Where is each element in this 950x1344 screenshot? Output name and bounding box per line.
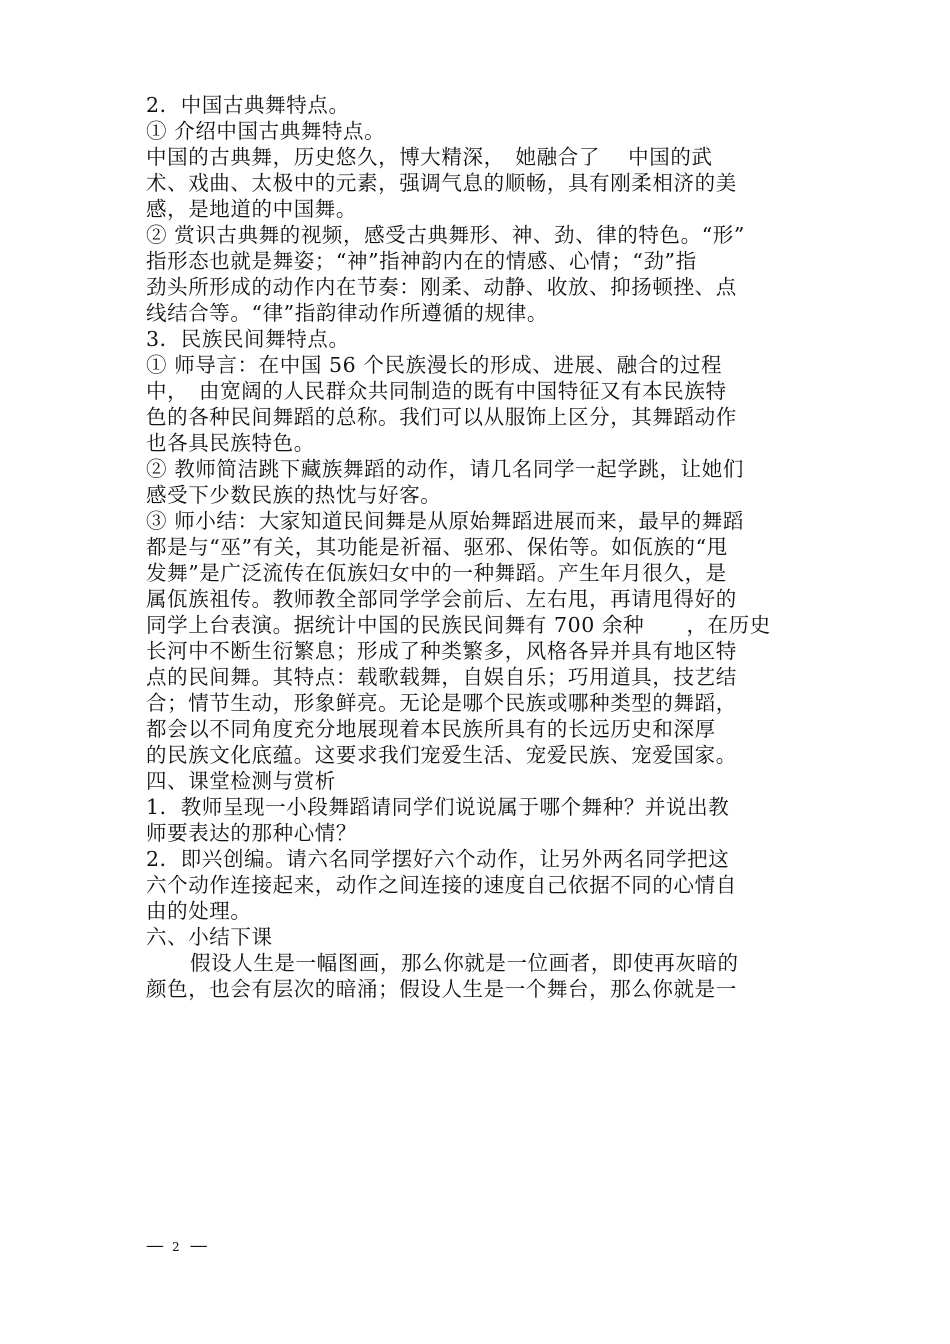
- paragraph-line: 长河中不断生衍繁息；形成了种类繁多，风格各异并具有地区特: [146, 639, 737, 663]
- list-item: ① 师导言：在中国 56 个民族漫长的形成、进展、融合的过程: [146, 353, 723, 377]
- paragraph-line: 合；情节生动，形象鲜亮。无论是哪个民族或哪种类型的舞蹈，: [146, 691, 737, 715]
- list-item: ① 介绍中国古典舞特点。: [146, 119, 386, 143]
- list-item: 2．即兴创编。请六名同学摆好六个动作，让另外两名同学把这: [146, 847, 730, 871]
- list-item: ② 教师简洁跳下藏族舞蹈的动作，请几名同学一起学跳，让她们: [146, 457, 744, 481]
- paragraph-line: 师要表达的那种心情？: [146, 821, 357, 845]
- paragraph-line: 指形态也就是舞姿；“神”指神韵内在的情感、心情；“劲”指: [146, 249, 697, 273]
- paragraph-line: 都会以不同角度充分地展现着本民族所具有的长远历史和深厚: [146, 717, 716, 741]
- paragraph-line: 同学上台表演。据统计中国的民族民间舞有 700 余种 ，在历史: [146, 613, 771, 637]
- paragraph-line: 也各具民族特色。: [146, 431, 315, 455]
- paragraph-line: 的民族文化底蕴。这要求我们宠爱生活、宠爱民族、宠爱国家。: [146, 743, 737, 767]
- paragraph-line: 术、戏曲、太极中的元素，强调气息的顺畅，具有刚柔相济的美: [146, 171, 737, 195]
- paragraph-line: 中国的古典舞，历史悠久，博大精深， 她融合了 中国的武: [146, 145, 713, 169]
- paragraph-line: 属佤族祖传。教师教全部同学学会前后、左右甩，再请甩得好的: [146, 587, 737, 611]
- paragraph-line: 点的民间舞。其特点：载歌载舞，自娱自乐；巧用道具，技艺结: [146, 665, 737, 689]
- section-heading: 3．民族民间舞特点。: [146, 327, 350, 351]
- paragraph-line: 感，是地道的中国舞。: [146, 197, 357, 221]
- paragraph-line: 中， 由宽阔的人民群众共同制造的既有中国特征又有本民族特: [146, 379, 727, 403]
- paragraph-line: 由的处理。: [146, 899, 252, 923]
- page-footer: [146, 1236, 206, 1257]
- list-item: 1．教师呈现一小段舞蹈请同学们说说属于哪个舞种？并说出教: [146, 795, 730, 819]
- section-heading: 六、小结下课: [146, 925, 273, 949]
- list-item: ② 赏识古典舞的视频，感受古典舞形、神、劲、律的特色。“形”: [146, 223, 745, 247]
- footer-dash-right: —: [189, 1235, 206, 1256]
- paragraph-line: 六个动作连接起来，动作之间连接的速度自己依据不同的心情自: [146, 873, 737, 897]
- footer-dash-left: —: [146, 1235, 162, 1256]
- section-heading: 四、课堂检测与赏析: [146, 769, 336, 793]
- list-item: ③ 师小结：大家知道民间舞是从原始舞蹈进展而来，最早的舞蹈: [146, 509, 744, 533]
- paragraph-line: 颜色，也会有层次的暗涌；假设人生是一个舞台，那么你就是一: [146, 977, 737, 1001]
- section-heading: 2．中国古典舞特点。: [146, 93, 350, 117]
- paragraph-line: 色的各种民间舞蹈的总称。我们可以从服饰上区分，其舞蹈动作: [146, 405, 737, 429]
- paragraph-line: 假设人生是一幅图画，那么你就是一位画者，即使再灰暗的: [190, 951, 739, 975]
- paragraph-line: 劲头所形成的动作内在节奏：刚柔、动静、收放、抑扬顿挫、点: [146, 275, 737, 299]
- paragraph-line: 线结合等。“律”指韵律动作所遵循的规律。: [146, 301, 548, 325]
- document-body: [146, 92, 818, 1002]
- paragraph-line: 都是与“巫”有关，其功能是祈福、驱邪、保佑等。如佤族的“甩: [146, 535, 728, 559]
- paragraph-line: 感受下少数民族的热忱与好客。: [146, 483, 442, 507]
- paragraph-line: 发舞”是广泛流传在佤族妇女中的一种舞蹈。产生年月很久，是: [146, 561, 727, 585]
- page-number: 2: [172, 1240, 180, 1254]
